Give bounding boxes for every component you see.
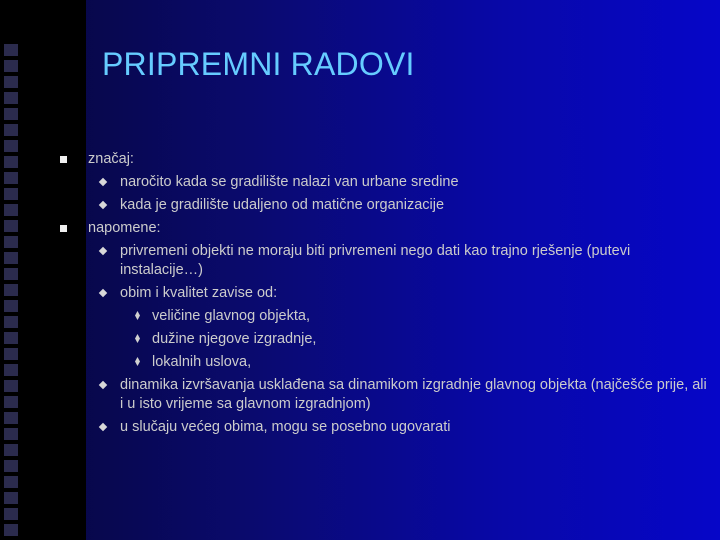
sub-bullet-text: kada je gradilište udaljeno od matične organizacije bbox=[120, 197, 445, 213]
sub-bullet-item bbox=[88, 171, 708, 194]
sub-bullet-item bbox=[88, 416, 708, 439]
diamond-bullet-icon bbox=[99, 178, 107, 186]
small-diamond-bullet-icon bbox=[135, 311, 140, 320]
diamond-bullet-icon bbox=[99, 381, 107, 389]
sub-bullet-text: u slučaju većeg obima, mogu se posebno ugovarati bbox=[120, 419, 451, 435]
sub-sub-bullet-item bbox=[88, 305, 708, 328]
slide-title: PRIPREMNI RADOVI bbox=[102, 46, 415, 82]
slide-content bbox=[88, 148, 708, 439]
diamond-bullet-icon bbox=[99, 201, 107, 209]
sub-bullet-text: dinamika izvršavanja usklađena sa dinamikom izgradnje glavnog objekta (najčešće prije, ali i u isto vrijeme sa glavnom izgradnjom) bbox=[120, 377, 707, 412]
diamond-bullet-icon bbox=[99, 247, 107, 255]
diamond-bullet-icon bbox=[99, 289, 107, 297]
sub-sub-bullet-item bbox=[88, 351, 708, 374]
bullet-item-znacaj bbox=[88, 148, 708, 171]
small-diamond-bullet-icon bbox=[135, 357, 140, 366]
decorative-left-strip bbox=[0, 0, 86, 540]
decorative-squares-column bbox=[4, 44, 18, 540]
sub-bullet-text: privremeni objekti ne moraju biti privremeni nego dati kao trajno rješenje (putevi instalacije…) bbox=[120, 243, 631, 278]
diamond-bullet-icon bbox=[99, 423, 107, 431]
sub-bullet-text: naročito kada se gradilište nalazi van urbane sredine bbox=[120, 174, 459, 190]
sub-bullet-text: obim i kvalitet zavise od: bbox=[120, 285, 278, 301]
sub-sub-bullet-item bbox=[88, 328, 708, 351]
square-bullet-icon bbox=[60, 225, 67, 232]
square-bullet-icon bbox=[60, 156, 67, 163]
sub-bullet-item bbox=[88, 194, 708, 217]
sub-bullet-item bbox=[88, 374, 708, 416]
bullet-text: značaj: bbox=[88, 151, 134, 167]
sub-bullet-item bbox=[88, 282, 708, 305]
sub-sub-bullet-text: veličine glavnog objekta, bbox=[152, 308, 310, 324]
sub-bullet-item bbox=[88, 240, 708, 282]
small-diamond-bullet-icon bbox=[135, 334, 140, 343]
bullet-text: napomene: bbox=[88, 220, 161, 236]
sub-sub-bullet-text: dužine njegove izgradnje, bbox=[152, 331, 317, 347]
sub-sub-bullet-text: lokalnih uslova, bbox=[152, 354, 252, 370]
bullet-item-napomene bbox=[88, 217, 708, 240]
